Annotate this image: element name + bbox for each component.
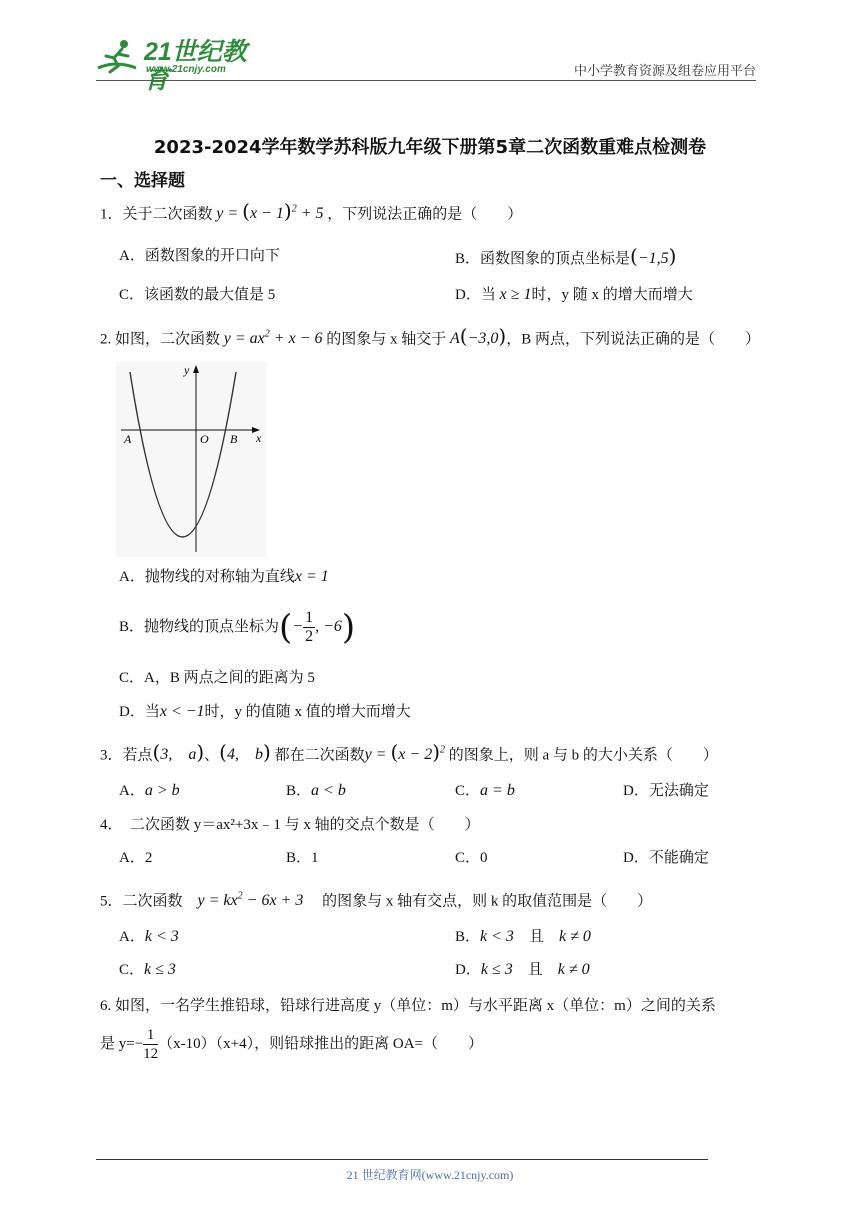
fig-label-y: y bbox=[184, 363, 190, 377]
section-heading: 一、选择题 bbox=[100, 171, 185, 191]
fig-label-x: x bbox=[256, 431, 262, 445]
q5-option-c[interactable]: C．k ≤ 3 bbox=[119, 961, 176, 978]
q3-option-c[interactable]: C．a = b bbox=[455, 782, 515, 799]
q2-option-d[interactable]: D．当x < −1时，y 的值随 x 值的增大而增大 bbox=[119, 703, 411, 720]
runner-icon bbox=[96, 38, 142, 76]
formula: $y = kx^2 - 6x + 3$ bbox=[197, 891, 304, 910]
footer-link[interactable]: 21 世纪教育网(www.21cnjy.com) bbox=[346, 1168, 514, 1182]
question-3-stem: 3．若点(3, a)、(4, b) 都在二次函数$y = (x - 2)^2$ 的图象上，则 a 与 b 的大小关系（ ） bbox=[100, 740, 718, 765]
formula: $y = (x - 2)^2$ bbox=[364, 740, 446, 765]
fig-label-b: B bbox=[230, 432, 238, 446]
q1-option-a[interactable]: A．函数图象的开口向下 bbox=[119, 248, 280, 264]
q5-option-b[interactable]: B．k < 3 且 k ≠ 0 bbox=[455, 928, 591, 945]
formula: $y = ax^2 + x - 6$ bbox=[223, 329, 323, 348]
formula: (− $\frac{1}{2}$ , −6) bbox=[279, 607, 356, 648]
q3-option-b[interactable]: B．a < b bbox=[286, 782, 346, 799]
formula: x < −1 bbox=[159, 703, 205, 720]
fig-label-o: O bbox=[200, 432, 209, 446]
site-logo bbox=[96, 38, 266, 94]
q4-option-d[interactable]: D．不能确定 bbox=[623, 850, 709, 866]
formula: (3, a) bbox=[152, 740, 205, 765]
logo-text: 21世纪教育 bbox=[144, 38, 247, 94]
q1-option-d[interactable]: D．当 x ≥ 1时，y 随 x 的增大而增大 bbox=[455, 286, 693, 303]
formula: x = 1 bbox=[294, 568, 329, 585]
formula: $y = (x - 1)^2 + 5$ bbox=[216, 199, 324, 224]
logo-url: www.21cnjy.com bbox=[146, 64, 226, 75]
question-2-stem: 2. 如图，二次函数 $y = ax^2 + x - 6$ 的图象与 x 轴交于 A(−3,0)，B 两点，下列说法正确的是（ ） bbox=[100, 324, 760, 349]
footer-divider bbox=[96, 1159, 708, 1160]
fig-label-a: A bbox=[124, 432, 132, 446]
q5-option-a[interactable]: A．k < 3 bbox=[119, 928, 179, 945]
formula: (−1,5) bbox=[630, 244, 677, 268]
q1-option-c[interactable]: C．该函数的最大值是 5 bbox=[119, 287, 276, 303]
q4-option-b[interactable]: B．1 bbox=[286, 850, 319, 866]
q3-option-d[interactable]: D．无法确定 bbox=[623, 783, 709, 799]
parabola-figure bbox=[116, 362, 266, 557]
q3-option-a[interactable]: A．a > b bbox=[119, 782, 180, 799]
q1-option-b[interactable]: B．函数图象的顶点坐标是(−1,5) bbox=[455, 244, 677, 268]
formula: x ≥ 1 bbox=[499, 286, 532, 303]
fraction: $\frac{1}{12}$ bbox=[143, 1027, 159, 1063]
q4-option-c[interactable]: C．0 bbox=[455, 850, 488, 866]
formula: (4, b) bbox=[219, 740, 271, 765]
q2-option-b[interactable]: B．抛物线的顶点坐标为(− $\frac{1}{2}$ , −6) bbox=[119, 607, 356, 648]
formula: A(−3,0) bbox=[449, 324, 507, 349]
header-divider bbox=[96, 80, 756, 81]
question-4-stem: 4． 二次函数 y＝ax²+3x﹣1 与 x 轴的交点个数是（ ） bbox=[100, 817, 480, 833]
document-title: 2023-2024学年数学苏科版九年级下册第5章二次函数重难点检测卷 bbox=[153, 137, 707, 158]
question-6-line-2: 是 y=− $\frac{1}{12}$ （x-10）（x+4），则铅球推出的距离 OA=（ ） bbox=[100, 1027, 484, 1063]
question-5-stem: 5．二次函数 $y = kx^2 - 6x + 3$ 的图象与 x 轴有交点，则 k 的取值范围是（ ） bbox=[100, 891, 653, 910]
q5-option-d[interactable]: D．k ≤ 3 且 k ≠ 0 bbox=[455, 961, 590, 978]
question-1-stem: 1．关于二次函数 $y = (x - 1)^2 + 5$ ，下列说法正确的是（ ） bbox=[100, 199, 523, 224]
q4-option-a[interactable]: A．2 bbox=[119, 850, 153, 866]
platform-name: 中小学教育资源及组卷应用平台 bbox=[573, 63, 756, 78]
question-6-line-1: 6. 如图，一名学生推铅球，铅球行进高度 y（单位：m）与水平距离 x（单位：m）之间的关系 bbox=[100, 998, 716, 1014]
q2-option-a[interactable]: A．抛物线的对称轴为直线x = 1 bbox=[119, 568, 329, 585]
q2-option-c[interactable]: C．A，B 两点之间的距离为 5 bbox=[119, 670, 315, 686]
